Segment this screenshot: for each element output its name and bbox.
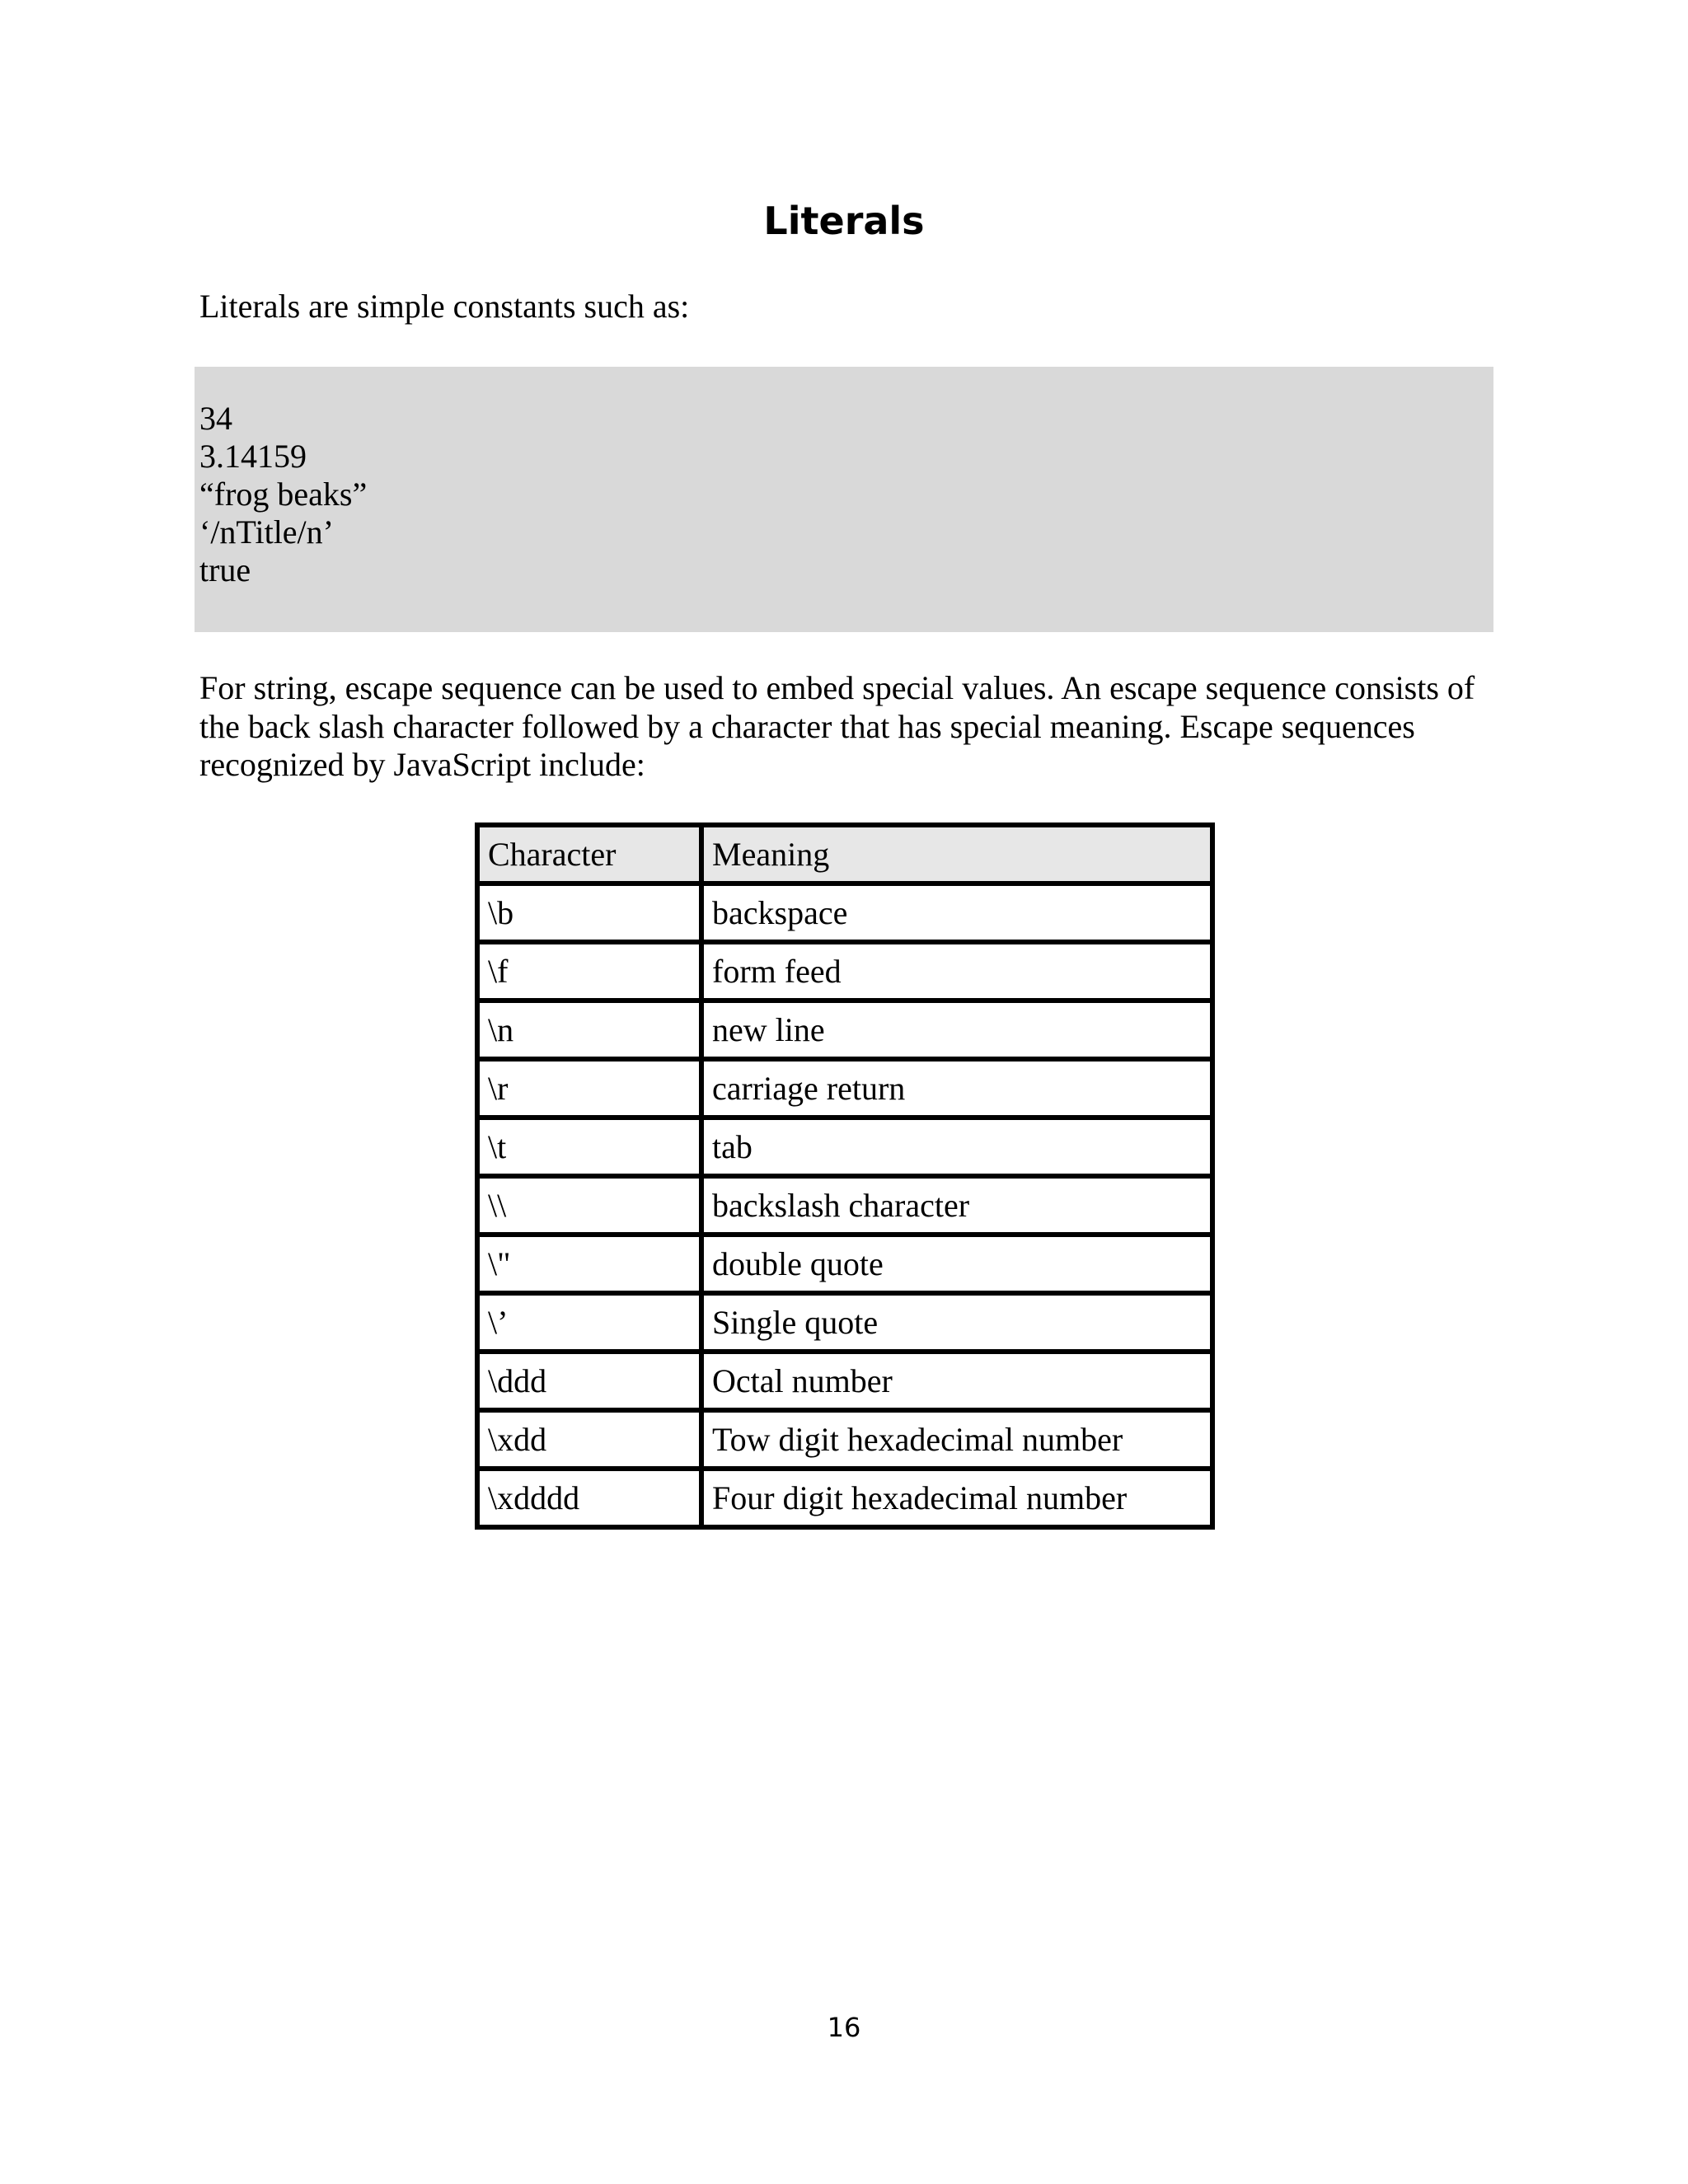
- table-row: [477, 1352, 1212, 1410]
- cell-meaning: new line: [701, 1001, 1212, 1059]
- cell-meaning: form feed: [701, 942, 1212, 1001]
- code-line: ‘/nTitle/n’: [199, 513, 334, 551]
- cell-character: \xdddd: [477, 1469, 701, 1527]
- code-line: 34: [199, 400, 232, 437]
- table-row: [477, 1059, 1212, 1118]
- cell-meaning: tab: [701, 1118, 1212, 1176]
- code-line: “frog beaks”: [199, 476, 368, 513]
- cell-meaning: Single quote: [701, 1293, 1212, 1352]
- code-block: [195, 367, 1493, 632]
- table-row: [477, 1001, 1212, 1059]
- cell-character: \r: [477, 1059, 701, 1118]
- escape-sequence-paragraph: For string, escape sequence can be used to embed special values. An escape sequence consists of the back slash character followed by a character that has special meaning. Escape sequences recognized by JavaScript include:: [199, 669, 1475, 783]
- table-row: [477, 1118, 1212, 1176]
- cell-character: \": [477, 1235, 701, 1293]
- table-row: [477, 1410, 1212, 1469]
- cell-character: \t: [477, 1118, 701, 1176]
- cell-character: \f: [477, 942, 701, 1001]
- table-row: [477, 1293, 1212, 1352]
- cell-meaning: Octal number: [701, 1352, 1212, 1410]
- cell-meaning: Tow digit hexadecimal number: [701, 1410, 1212, 1469]
- table-row: [477, 883, 1212, 942]
- cell-character: \n: [477, 1001, 701, 1059]
- table-row: [477, 942, 1212, 1001]
- page-number: 16: [827, 2012, 861, 2043]
- cell-character: \xdd: [477, 1410, 701, 1469]
- header-character: Character: [477, 825, 701, 883]
- escape-sequence-table: [475, 823, 1215, 1530]
- table-header-row: [477, 825, 1212, 883]
- intro-text: Literals are simple constants such as:: [199, 288, 690, 325]
- table-row: [477, 1176, 1212, 1235]
- table-row: [477, 1469, 1212, 1527]
- cell-meaning: carriage return: [701, 1059, 1212, 1118]
- cell-character: \ddd: [477, 1352, 701, 1410]
- table-row: [477, 1235, 1212, 1293]
- cell-character: \’: [477, 1293, 701, 1352]
- page-title: Literals: [763, 199, 925, 243]
- code-line: true: [199, 551, 251, 588]
- cell-meaning: Four digit hexadecimal number: [701, 1469, 1212, 1527]
- cell-meaning: double quote: [701, 1235, 1212, 1293]
- cell-meaning: backslash character: [701, 1176, 1212, 1235]
- cell-character: \\: [477, 1176, 701, 1235]
- code-line: 3.14159: [199, 438, 307, 475]
- header-meaning: Meaning: [701, 825, 1212, 883]
- cell-character: \b: [477, 883, 701, 942]
- cell-meaning: backspace: [701, 883, 1212, 942]
